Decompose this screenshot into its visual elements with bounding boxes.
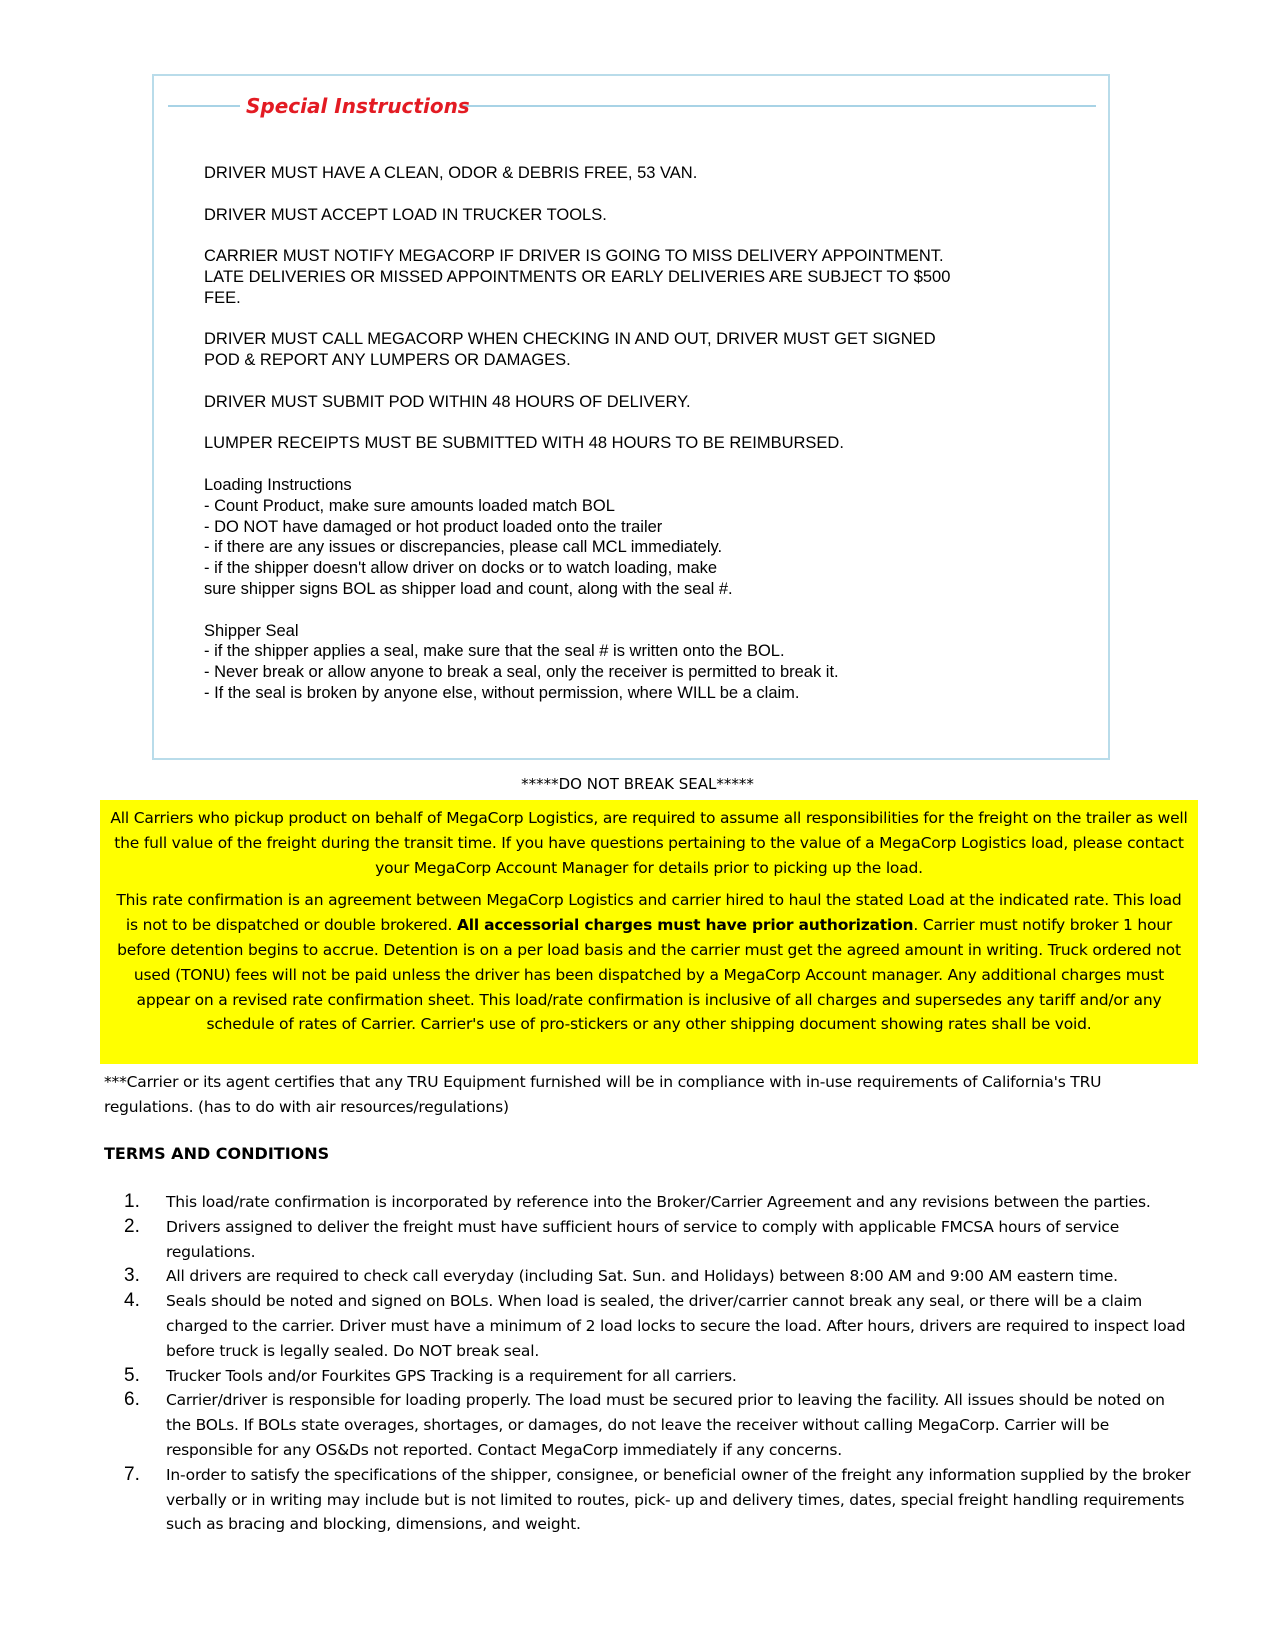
do-not-break-seal-notice: *****DO NOT BREAK SEAL***** [521, 775, 754, 793]
list-item [104, 1388, 1194, 1462]
instruction-paragraph: DRIVER MUST CALL MEGACORP WHEN CHECKING IN AND OUT, DRIVER MUST GET SIGNED POD & REPORT ANY LUMPERS OR DAMAGES. [204, 330, 936, 370]
item-text: Trucker Tools and/or Fourkites GPS Tracking is a requirement for all carriers. [166, 1366, 737, 1385]
item-text: Carrier/driver is responsible for loading properly. The load must be secured prior to leaving the facility. All issues should be noted on the BOLs. If BOLs state overages, shortages, or damages, do not leave the receiver without calling MegaCorp. Carrier will be responsible for any OS&Ds not reported. Contact MegaCorp immediately if any concerns. [166, 1391, 1165, 1459]
tru-compliance-notice: ***Carrier or its agent certifies that any TRU Equipment furnished will be in compliance with in-use requirements of California's TRU regulations. (has to do with air resources/regulations) [104, 1073, 1102, 1116]
responsibility-paragraph: All Carriers who pickup product on behalf of MegaCorp Logistics, are required to assume all responsibilities for the freight on the trailer as well the full value of the freight during the transit time. If you have questions pertaining to the value of a MegaCorp Logistics load, please contact your MegaCorp Account Manager for details prior to picking up the load. [110, 809, 1188, 877]
title-rule-left [168, 105, 240, 107]
instruction-paragraph: DRIVER MUST HAVE A CLEAN, ODOR & DEBRIS FREE, 53 VAN. [204, 164, 698, 182]
special-instructions-title: Special Instructions [246, 94, 470, 118]
rate-agreement-paragraph [110, 888, 1188, 1037]
item-number: 3. [124, 1265, 140, 1287]
list-item [104, 1463, 1194, 1537]
carrier-responsibility-notice [100, 800, 1198, 1064]
item-text: Seals should be noted and signed on BOLs. When load is sealed, the driver/carrier cannot break any seal, or there will be a claim charged to the carrier. Driver must have a minimum of 2 load locks to secure the load. After hours, drivers are required to inspect load before truck is legally sealed. Do NOT break seal. [166, 1292, 1186, 1360]
rate-agreement-text: This rate confirmation is an agreement between MegaCorp Logistics and carrier hired to haul the stated Load at the indicated rate. This load is not to be dispatched or double brokered. [116, 891, 1182, 935]
item-text: Drivers assigned to deliver the freight must have sufficient hours of service to comply with applicable FMCSA hours of service regulations. [166, 1217, 1120, 1261]
instruction-paragraph: LUMPER RECEIPTS MUST BE SUBMITTED WITH 48 HOURS TO BE REIMBURSED. [204, 434, 844, 453]
instruction-paragraph: CARRIER MUST NOTIFY MEGACORP IF DRIVER IS GOING TO MISS DELIVERY APPOINTMENT. LATE DELIVERIES OR MISSED APPOINTMENTS OR EARLY DELIVERIES ARE SUBJECT TO $500 FEE. [204, 247, 951, 307]
item-number: 6. [124, 1389, 140, 1411]
item-text: This load/rate confirmation is incorporated by reference into the Broker/Carrier Agreement and any revisions between the parties. [166, 1193, 1151, 1211]
shipper-seal-instructions: Shipper Seal - if the shipper applies a seal, make sure that the seal # is written onto the BOL. - Never break or allow anyone to break a seal, only the receiver is permitted to break it. - If the seal is broken by anyone else, without permission, where WILL be a claim. [204, 621, 839, 702]
item-number: 2. [124, 1215, 140, 1237]
item-number: 7. [124, 1463, 140, 1485]
terms-list [104, 1190, 1194, 1537]
item-text: In-order to satisfy the specifications of the shipper, consignee, or beneficial owner of the freight any information supplied by the broker verbally or in writing may include but is not limited to routes, pick- up and delivery times, dates, special freight handling requirements such as bracing and blocking, dimensions, and weight. [166, 1465, 1191, 1534]
title-rule-right [462, 105, 1096, 107]
list-item [104, 1215, 1194, 1265]
list-item [104, 1364, 1194, 1389]
list-item [104, 1190, 1194, 1215]
list-item [104, 1264, 1194, 1289]
instruction-paragraph: DRIVER MUST SUBMIT POD WITHIN 48 HOURS OF DELIVERY. [204, 392, 691, 411]
list-item [104, 1289, 1194, 1363]
special-instructions-body [204, 163, 1084, 725]
accessorial-authorization-text: All accessorial charges must have prior authorization [456, 916, 914, 935]
item-number: 4. [124, 1290, 140, 1312]
terms-heading: TERMS AND CONDITIONS [104, 1144, 330, 1163]
rate-agreement-text-continued: . Carrier must notify broker 1 hour before detention begins to accrue. Detention is on a per load basis and the carrier must get the agreed amount in writing. Truck ordered not used (TONU) fees will not be paid unless the driver has been dispatched by a MegaCorp Account manager. Any additional charges must appear on a revised rate confirmation sheet. This load/rate confirmation is inclusive of all charges and supersedes any tariff and/or any schedule of rates of Carrier. Carrier's use of pro-stickers or any other shipping document showing rates shall be void. [117, 916, 1181, 1034]
item-number: 5. [124, 1364, 140, 1386]
instruction-paragraph: DRIVER MUST ACCEPT LOAD IN TRUCKER TOOLS. [204, 205, 607, 224]
loading-instructions: Loading Instructions - Count Product, make sure amounts loaded match BOL - DO NOT have damaged or hot product loaded onto the trailer - if there are any issues or discrepancies, please call MCL immediately. - if the shipper doesn't allow driver on docks or to watch loading, make sure shipper signs BOL as shipper load and count, along with the seal #. [204, 475, 733, 598]
item-number: 1. [124, 1191, 140, 1212]
item-text: All drivers are required to check call everyday (including Sat. Sun. and Holidays) between 8:00 AM and 9:00 AM eastern time. [166, 1267, 1118, 1286]
